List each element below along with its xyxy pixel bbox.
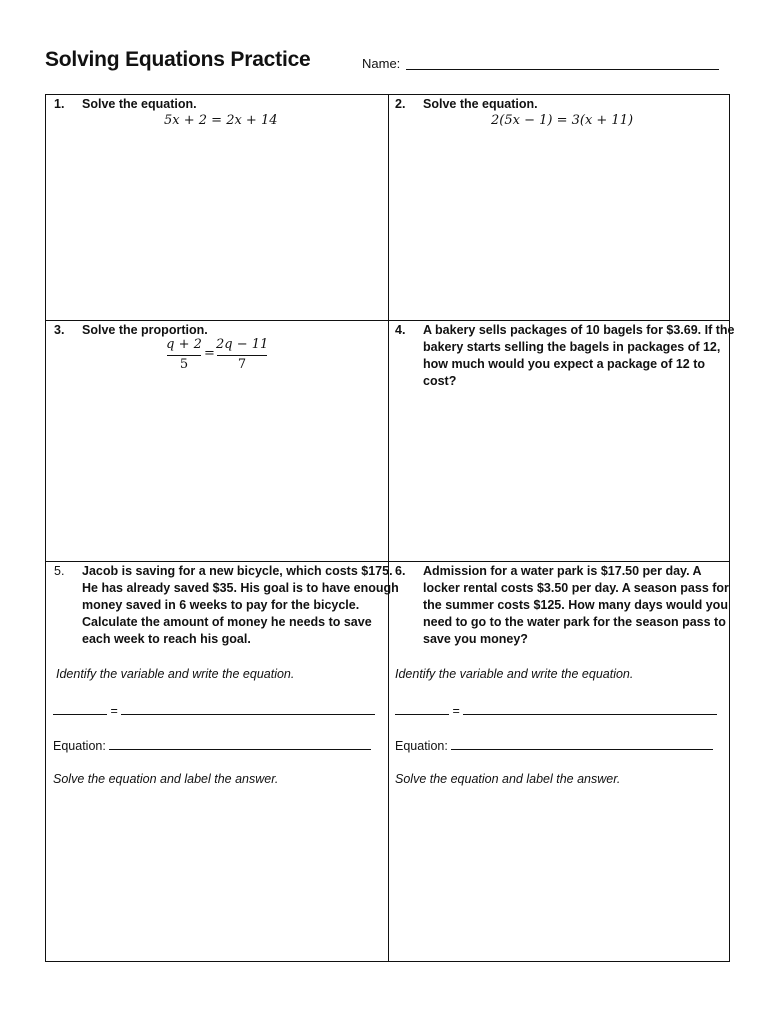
equation-blank[interactable] xyxy=(451,737,713,750)
problem-number: 1. xyxy=(54,97,65,111)
problem-4-lines xyxy=(423,322,735,390)
fraction-right xyxy=(216,337,268,373)
problem-cell-4[interactable] xyxy=(389,321,735,561)
problem-4-text xyxy=(395,322,735,402)
equals-sign: = xyxy=(204,346,215,361)
variable-definition-row xyxy=(53,702,375,718)
equation-row xyxy=(395,737,713,753)
identify-instruction: Identify the variable and write the equation. xyxy=(56,667,295,681)
equation-label: Equation: xyxy=(395,739,448,753)
problem-cell-6[interactable] xyxy=(389,562,729,961)
equals-sign: = xyxy=(452,704,460,718)
fraction-left-denominator: 5 xyxy=(179,357,189,372)
variable-definition-row xyxy=(395,702,717,718)
problem-5-lines xyxy=(82,563,399,648)
problem-number: 3. xyxy=(54,323,65,337)
solve-instruction: Solve the equation and label the answer. xyxy=(395,772,621,786)
problem-6-lines xyxy=(423,563,729,648)
problem-number: 6. xyxy=(395,564,406,578)
problem-line: the summer costs $125. How many days would you xyxy=(423,598,728,612)
problem-line: each week to reach his goal. xyxy=(82,632,251,646)
problem-line: save you money? xyxy=(423,632,528,646)
equation-label: Equation: xyxy=(53,739,106,753)
name-blank-line[interactable] xyxy=(406,69,719,70)
name-label: Name: xyxy=(362,56,401,71)
problem-line: Jacob is saving for a new bicycle, which costs $175. xyxy=(82,564,393,578)
equation-blank[interactable] xyxy=(109,737,371,750)
variable-blank[interactable] xyxy=(395,702,449,715)
problem-cell-1[interactable] xyxy=(46,95,388,320)
problem-cell-5[interactable] xyxy=(46,562,399,961)
problem-line: cost? xyxy=(423,374,457,388)
problem-line: Admission for a water park is $17.50 per day. A xyxy=(423,564,702,578)
fraction-left-numerator: q + 2 xyxy=(166,337,202,352)
problem-line: Calculate the amount of money he needs to save xyxy=(82,615,372,629)
fraction-bar xyxy=(217,355,267,356)
fraction-right-numerator: 2q − 11 xyxy=(216,337,269,352)
definition-blank[interactable] xyxy=(121,702,375,715)
problem-line: A bakery sells packages of 10 bagels for $3.69. If the xyxy=(423,323,735,337)
solve-instruction: Solve the equation and label the answer. xyxy=(53,772,279,786)
problem-2-equation: 2(5x − 1) = 3(x + 11) xyxy=(491,113,634,128)
problem-line: locker rental costs $3.50 per day. A season pass for xyxy=(423,581,729,595)
problem-line: how much would you expect a package of 12 to xyxy=(423,357,706,371)
problem-line: need to go to the water park for the season pass to xyxy=(423,615,726,629)
problem-prompt: Solve the proportion. xyxy=(82,323,208,337)
variable-blank[interactable] xyxy=(53,702,107,715)
page-title: Solving Equations Practice xyxy=(45,48,311,71)
fraction-right-denominator: 7 xyxy=(237,357,247,372)
identify-instruction: Identify the variable and write the equation. xyxy=(395,667,634,681)
worksheet-header xyxy=(45,48,725,78)
equation-row xyxy=(53,737,371,753)
problem-5-text xyxy=(54,563,399,653)
fraction-bar xyxy=(167,355,201,356)
definition-blank[interactable] xyxy=(463,702,717,715)
problem-6-text xyxy=(395,563,729,653)
problem-cell-3[interactable] xyxy=(46,321,388,561)
problem-prompt: Solve the equation. xyxy=(82,97,197,111)
problem-number: 5. xyxy=(54,564,65,578)
problem-grid xyxy=(45,94,735,962)
problem-prompt: Solve the equation. xyxy=(423,97,538,111)
problem-1-equation: 5x + 2 = 2x + 14 xyxy=(164,113,278,128)
fraction-left xyxy=(166,337,202,373)
problem-cell-2[interactable] xyxy=(389,95,729,320)
problem-line: money saved in 6 weeks to pay for the bicycle. xyxy=(82,598,360,612)
problem-number: 4. xyxy=(395,323,406,337)
problem-number: 2. xyxy=(395,97,406,111)
problem-line: bakery starts selling the bagels in packages of 12, xyxy=(423,340,721,354)
equals-sign: = xyxy=(110,704,118,718)
problem-line: He has already saved $35. His goal is to have enough xyxy=(82,581,399,595)
